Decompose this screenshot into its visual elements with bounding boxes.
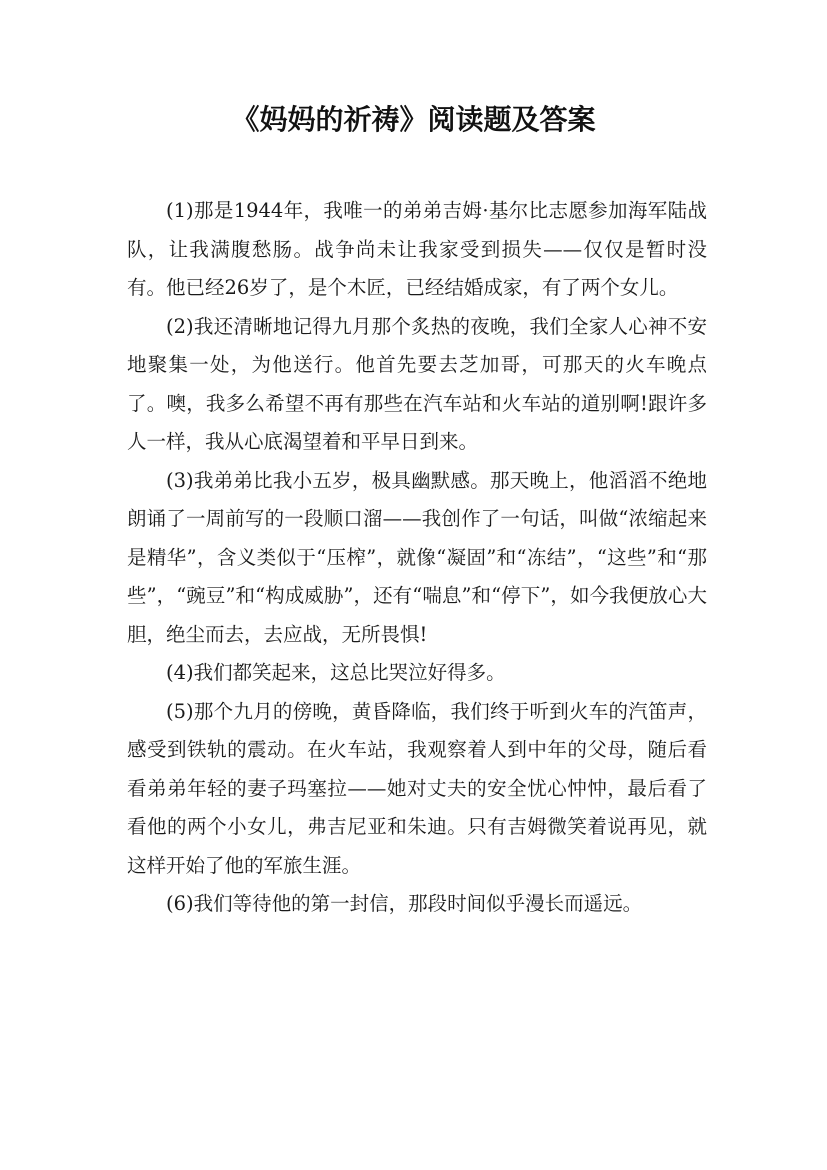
paragraph-6: (6)我们等待他的第一封信，那段时间似乎漫长而遥远。 bbox=[166, 892, 643, 915]
document-body bbox=[127, 192, 707, 924]
paragraph-1: (1)那是1944年，我唯一的弟弟吉姆·基尔比志愿参加海军陆战队，让我满腹愁肠。战争尚未让我家受到损失——仅仅是暂时没有。他已经26岁了，是个木匠，已经结婚成家，有了两个女儿。 bbox=[127, 199, 707, 299]
paragraph-3: (3)我弟弟比我小五岁，极具幽默感。那天晚上，他滔滔不绝地朗诵了一周前写的一段顺口溜——我创作了一句话，叫做“浓缩起来是精华”，含义类似于“压榨”，就像“凝固”和“冻结”，“这些”和“那些”，“豌豆”和“构成威胁”，还有“喘息”和“停下”，如今我便放心大胆，绝尘而去，去应战，无所畏惧! bbox=[127, 468, 707, 646]
paragraph-4: (4)我们都笑起来，这总比哭泣好得多。 bbox=[166, 661, 506, 684]
paragraph-2: (2)我还清晰地记得九月那个炙热的夜晚，我们全家人心神不安地聚集一处，为他送行。他首先要去芝加哥，可那天的火车晚点了。噢，我多么希望不再有那些在汽车站和火车站的道别啊!跟许多人一样，我从心底渴望着和平早日到来。 bbox=[127, 314, 707, 453]
paragraph-5: (5)那个九月的傍晚，黄昏降临，我们终于听到火车的汽笛声，感受到铁轨的震动。在火车站，我观察着人到中年的父母，随后看看弟弟年轻的妻子玛塞拉——她对丈夫的安全忧心忡忡，最后看了看他的两个小女儿，弗吉尼亚和朱迪。只有吉姆微笑着说再见，就这样开始了他的军旅生涯。 bbox=[127, 699, 707, 877]
document-title: 《妈妈的祈祷》阅读题及答案 bbox=[231, 103, 596, 136]
